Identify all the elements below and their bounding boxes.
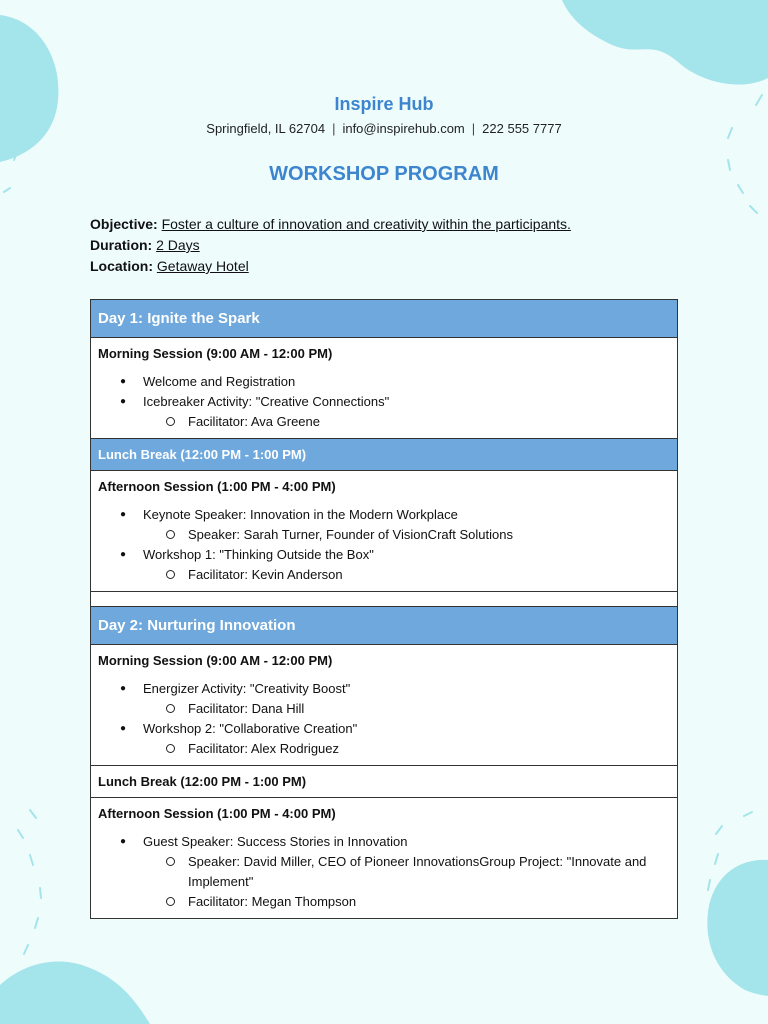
day2-lunch-break: Lunch Break (12:00 PM - 1:00 PM) [91, 766, 677, 798]
day2-afternoon-session [91, 798, 677, 918]
list-item: ● Energizer Activity: "Creativity Boost" [98, 679, 670, 699]
blob-bottom-left [0, 962, 150, 1024]
sub-list-item: Facilitator: Megan Thompson [98, 892, 670, 912]
sub-list-item: Facilitator: Dana Hill [98, 699, 670, 719]
sub-list-item: Facilitator: Ava Greene [98, 412, 670, 432]
objective-label: Objective: [90, 216, 158, 232]
day2-header: Day 2: Nurturing Innovation [91, 607, 677, 645]
program-meta [90, 214, 571, 277]
location-label: Location: [90, 258, 153, 274]
phone: 222 555 7777 [482, 121, 562, 136]
program-table [90, 299, 678, 919]
list-item: ● Welcome and Registration [98, 372, 670, 392]
day1-header: Day 1: Ignite the Spark [91, 300, 677, 338]
contact-line [0, 121, 768, 136]
duration-value: 2 Days [156, 237, 200, 253]
blob-top-right [562, 0, 768, 85]
objective-value: Foster a culture of innovation and creativity within the participants. [161, 216, 571, 232]
list-item: ● Guest Speaker: Success Stories in Innovation [98, 832, 670, 852]
program-title: WORKSHOP PROGRAM [269, 163, 499, 185]
sub-list-item: Facilitator: Alex Rodriguez [98, 739, 670, 759]
address: Springfield, IL 62704 [206, 121, 326, 136]
separator: | [471, 121, 476, 136]
email[interactable]: info@inspirehub.com [342, 121, 465, 136]
session-list [98, 832, 670, 912]
list-item: ● Workshop 2: "Collaborative Creation" [98, 719, 670, 739]
organization-name: Inspire Hub [334, 94, 434, 114]
list-item: ● Keynote Speaker: Innovation in the Modern Workplace [98, 505, 670, 525]
day1-afternoon-session [91, 471, 677, 592]
sub-list-item: Speaker: Sarah Turner, Founder of VisionCraft Solutions [98, 525, 670, 545]
session-title: Morning Session (9:00 AM - 12:00 PM) [98, 653, 333, 668]
day2-morning-session [91, 645, 677, 766]
blob-bottom-right [707, 860, 768, 996]
sub-list-item: Facilitator: Kevin Anderson [98, 565, 670, 585]
duration-line [90, 235, 571, 256]
session-title: Afternoon Session (1:00 PM - 4:00 PM) [98, 479, 336, 494]
separator: | [332, 121, 336, 136]
sub-list-item: Speaker: David Miller, CEO of Pioneer InnovationsGroup Project: "Innovate and Implement" [98, 852, 670, 892]
session-list [98, 679, 670, 759]
list-item: ● Icebreaker Activity: "Creative Connections" [98, 392, 670, 412]
day1-lunch-break: Lunch Break (12:00 PM - 1:00 PM) [91, 439, 677, 471]
list-item: ● Workshop 1: "Thinking Outside the Box" [98, 545, 670, 565]
location-line [90, 256, 571, 277]
location-value: Getaway Hotel [156, 258, 249, 274]
objective-line [90, 214, 571, 235]
session-title: Afternoon Session (1:00 PM - 4:00 PM) [98, 806, 336, 821]
session-list [98, 505, 670, 585]
blob-top-left [0, 15, 58, 162]
session-title: Morning Session (9:00 AM - 12:00 PM) [98, 346, 333, 361]
day1-morning-session [91, 338, 677, 439]
spacer-row [91, 592, 677, 607]
duration-label: Duration: [90, 237, 153, 253]
session-list [98, 372, 670, 432]
